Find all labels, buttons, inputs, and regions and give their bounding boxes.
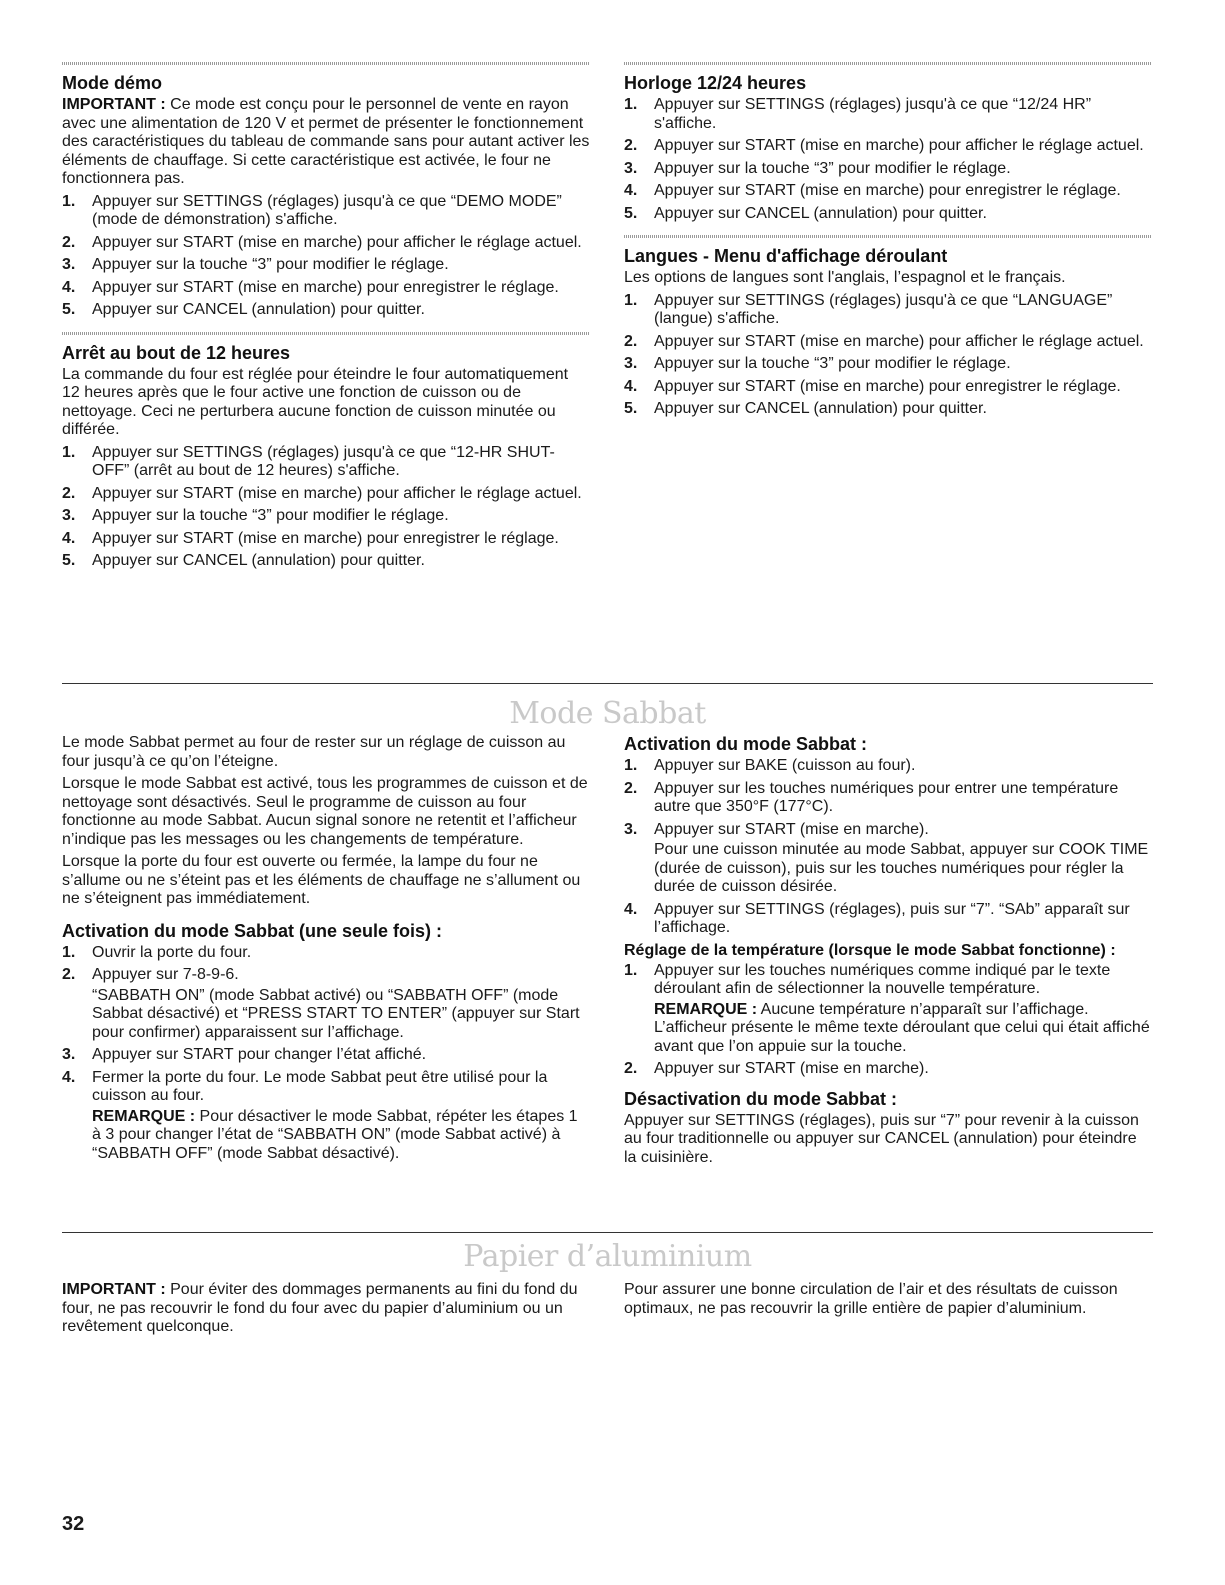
shutoff-steps-list <box>62 444 590 571</box>
note-label: REMARQUE : <box>654 1000 758 1018</box>
list-item <box>624 182 1152 201</box>
step-text: Fermer la porte du four. Le mode Sabbat peut être utilisé pour la cuisson au four. <box>92 1068 548 1104</box>
hatched-divider <box>62 332 590 335</box>
sabbath-section-title: Mode Sabbat <box>509 696 706 731</box>
sabbath-activation-heading: Activation du mode Sabbat : <box>624 734 868 754</box>
important-label: IMPORTANT : <box>62 1281 166 1298</box>
list-item <box>624 292 1152 329</box>
step-text: Appuyer sur START (mise en marche) pour enregistrer le réglage. <box>92 529 559 547</box>
sabbath-left-column <box>62 734 590 1167</box>
step-number: 3. <box>624 355 638 372</box>
demo-mode-heading: Mode démo <box>62 73 163 93</box>
step-number: 2. <box>624 779 638 797</box>
step-text: Appuyer sur START (mise en marche) pour enregistrer le réglage. <box>654 182 1121 199</box>
list-item <box>624 962 1152 1057</box>
list-item <box>624 160 1152 179</box>
foil-left-column <box>62 1281 590 1341</box>
step-number: 4. <box>62 1068 76 1086</box>
step-text: Appuyer sur START (mise en marche) pour afficher le réglage actuel. <box>654 332 1144 350</box>
step-text: Appuyer sur START (mise en marche) pour enregistrer le réglage. <box>92 278 559 296</box>
step-number: 2. <box>624 332 638 350</box>
list-item <box>62 1069 590 1164</box>
step-number: 3. <box>62 1046 76 1063</box>
foil-important-paragraph <box>62 1281 590 1337</box>
sabbath-right-column <box>624 734 1152 1171</box>
top-left-column <box>62 62 590 575</box>
sabbath-once-steps <box>62 944 590 1164</box>
list-item <box>62 552 590 571</box>
clock-heading: Horloge 12/24 heures <box>624 73 807 93</box>
step-text: Appuyer sur BAKE (cuisson au four). <box>654 757 916 774</box>
sabbath-paragraph-1: Le mode Sabbat permet au four de rester sur un réglage de cuisson au four jusqu’à ce qu’on l’éteigne. <box>62 734 566 770</box>
step-text: Appuyer sur 7-8-9-6. <box>92 966 239 983</box>
list-item <box>62 279 590 298</box>
foil-right-paragraph: Pour assurer une bonne circulation de l’air et des résultats de cuisson optimaux, ne pas recouvrir la grille entière de papier d’aluminium. <box>624 1281 1118 1317</box>
step-number: 1. <box>62 192 76 210</box>
step-number: 1. <box>624 961 638 979</box>
step-text: Appuyer sur SETTINGS (réglages), puis sur “7”. “SAb” apparaît sur l’affichage. <box>654 900 1130 936</box>
step-text: Appuyer sur START pour changer l’état affiché. <box>92 1046 427 1063</box>
shutoff-intro: La commande du four est réglée pour éteindre le four automatiquement 12 heures après que le four active une fonction de cuisson ou de nettoyage. Ceci ne perturbera aucune fonction de cuisson minutée ou différée. <box>62 365 569 438</box>
step-text: Appuyer sur START (mise en marche). <box>654 820 929 838</box>
list-item <box>624 780 1152 817</box>
sabbath-paragraph-2: Lorsque le mode Sabbat est activé, tous les programmes de cuisson et de nettoyage sont désactivés. Seul le programme de cuisson au four fonctionne au mode Sabbat. Aucun signal sonore ne retentit et l’afficheur n’indique pas les messages ou les changements de température. <box>62 775 588 848</box>
step-number: 1. <box>62 443 76 461</box>
step-text: Appuyer sur la touche “3” pour modifier le réglage. <box>92 256 449 273</box>
list-item <box>624 378 1152 397</box>
important-text: Ce mode est conçu pour le personnel de vente en rayon avec une alimentation de 120 V et permet de présenter le fonctionnement des caractéristiques du tableau de commande sans pour autant activer les éléments de chauffage. Si cette caractéristique est activée, le four ne fonctionnera pas. <box>62 96 590 187</box>
list-item <box>624 205 1152 224</box>
section-divider <box>62 1232 1153 1233</box>
demo-important-paragraph <box>62 96 590 189</box>
page-number: 32 <box>62 1513 85 1535</box>
step-detail: Pour une cuisson minutée au mode Sabbat, appuyer sur COOK TIME (durée de cuisson), puis sur les touches numériques pour régler la durée de cuisson désirée. <box>654 841 1149 895</box>
step-text: Appuyer sur SETTINGS (réglages) jusqu'à ce que “LANGUAGE” (langue) s'affiche. <box>654 291 1113 327</box>
sabbath-deactivation-text: Appuyer sur SETTINGS (réglages), puis sur “7” pour revenir à la cuisson au four traditionnelle ou appuyer sur CANCEL (annulation) pour éteindre la cuisinière. <box>624 1111 1139 1166</box>
step-number: 1. <box>624 96 638 113</box>
list-item <box>62 507 590 526</box>
hatched-divider <box>624 235 1152 238</box>
sabbath-temperature-steps <box>624 962 1152 1079</box>
step-text: Appuyer sur START (mise en marche) pour enregistrer le réglage. <box>654 377 1121 395</box>
list-item <box>62 966 590 1042</box>
note-label: REMARQUE : <box>92 1107 196 1125</box>
step-number: 1. <box>62 943 76 961</box>
hatched-divider <box>624 62 1152 65</box>
list-item <box>624 333 1152 352</box>
top-right-column <box>624 62 1152 423</box>
list-item <box>62 530 590 549</box>
list-item <box>62 301 590 320</box>
list-item <box>624 137 1152 156</box>
step-number: 5. <box>62 301 76 318</box>
list-item <box>624 1060 1152 1079</box>
list-item <box>62 444 590 481</box>
step-text: Appuyer sur CANCEL (annulation) pour quitter. <box>654 204 987 222</box>
step-number: 3. <box>62 256 76 273</box>
step-text: Ouvrir la porte du four. <box>92 943 252 961</box>
step-text: Appuyer sur START (mise en marche) pour afficher le réglage actuel. <box>92 233 582 251</box>
step-text: Appuyer sur CANCEL (annulation) pour quitter. <box>92 552 425 569</box>
foil-section-title: Papier d’aluminium <box>463 1239 752 1274</box>
step-number: 4. <box>624 377 638 395</box>
step-text: Appuyer sur START (mise en marche). <box>654 1060 929 1077</box>
step-number: 2. <box>624 137 638 154</box>
list-item <box>624 901 1152 938</box>
step-number: 2. <box>62 233 76 251</box>
step-text: Appuyer sur START (mise en marche) pour afficher le réglage actuel. <box>92 484 582 502</box>
section-divider <box>62 683 1153 684</box>
languages-heading: Langues - Menu d'affichage déroulant <box>624 246 948 266</box>
step-number: 4. <box>624 182 638 199</box>
languages-steps-list <box>624 292 1152 419</box>
step-number: 5. <box>624 204 638 222</box>
important-label: IMPORTANT : <box>62 96 166 113</box>
list-item <box>624 821 1152 897</box>
step-text: Appuyer sur les touches numériques pour entrer une température autre que 350°F (177°C). <box>654 779 1119 815</box>
sabbath-activation-steps <box>624 757 1152 938</box>
list-item <box>62 256 590 275</box>
step-text: Appuyer sur SETTINGS (réglages) jusqu'à ce que “12/24 HR” s'affiche. <box>654 96 1092 132</box>
list-item <box>624 400 1152 419</box>
hatched-divider <box>62 62 590 65</box>
list-item <box>62 1046 590 1065</box>
demo-steps-list <box>62 193 590 320</box>
list-item <box>624 355 1152 374</box>
step-text: Appuyer sur CANCEL (annulation) pour quitter. <box>654 400 987 417</box>
step-number: 1. <box>624 757 638 774</box>
foil-right-column <box>624 1281 1152 1322</box>
shutoff-heading: Arrêt au bout de 12 heures <box>62 342 291 363</box>
list-item <box>62 193 590 230</box>
languages-intro: Les options de langues sont l'anglais, l’espagnol et le français. <box>624 269 1066 286</box>
important-text: Pour éviter des dommages permanents au fini du fond du four, ne pas recouvrir le fond du four avec du papier d’aluminium ou un revêtement quelconque. <box>62 1281 578 1335</box>
step-text: Appuyer sur CANCEL (annulation) pour quitter. <box>92 301 425 318</box>
list-item <box>624 96 1152 133</box>
step-text: Appuyer sur START (mise en marche) pour afficher le réglage actuel. <box>654 137 1144 154</box>
step-text: Appuyer sur SETTINGS (réglages) jusqu'à ce que “12-HR SHUT-OFF” (arrêt au bout de 12 heures) s'affiche. <box>92 443 555 479</box>
note-text: Pour désactiver le mode Sabbat, répéter les étapes 1 à 3 pour changer l’état de “SABBATH ON” (mode Sabbat activé) à “SABBATH OFF” (mode Sabbat désactivé). <box>92 1107 578 1162</box>
list-item <box>624 757 1152 776</box>
step-number: 1. <box>624 291 638 309</box>
step-number: 3. <box>62 507 76 524</box>
step-number: 4. <box>624 900 638 918</box>
sabbath-paragraph-3: Lorsque la porte du four est ouverte ou fermée, la lampe du four ne s’allume ou ne s’éteint pas et les éléments de chauffage ne s’allument ou ne s’éteignent pas immédiatement. <box>62 853 581 907</box>
step-number: 2. <box>624 1060 638 1077</box>
step-number: 4. <box>62 278 76 296</box>
step-text: Appuyer sur SETTINGS (réglages) jusqu'à ce que “DEMO MODE” (mode de démonstration) s'affiche. <box>92 192 562 228</box>
step-text: Appuyer sur les touches numériques comme indiqué par le texte déroulant afin de sélectionner la nouvelle température. <box>654 961 1111 997</box>
list-item <box>62 944 590 963</box>
step-number: 5. <box>624 400 638 417</box>
step-number: 5. <box>62 552 76 569</box>
step-text: Appuyer sur la touche “3” pour modifier le réglage. <box>654 159 1011 177</box>
list-item <box>62 234 590 253</box>
step-number: 3. <box>624 159 638 177</box>
step-number: 2. <box>62 966 76 983</box>
step-number: 2. <box>62 484 76 502</box>
step-detail: “SABBATH ON” (mode Sabbat activé) ou “SABBATH OFF” (mode Sabbat désactivé) et “PRESS START TO ENTER” (appuyer sur Start pour confirmer) apparaissent sur l’affichage. <box>92 986 580 1041</box>
list-item <box>62 485 590 504</box>
clock-steps-list <box>624 96 1152 223</box>
step-text: Appuyer sur la touche “3” pour modifier le réglage. <box>654 355 1011 372</box>
note-text: Aucune température n’apparaît sur l’affichage. L’afficheur présente le même texte déroulant que celui qui était affiché avant que l’on appuie sur la touche. <box>654 1000 1150 1055</box>
sabbath-once-heading: Activation du mode Sabbat (une seule fois) : <box>62 920 443 941</box>
sabbath-deactivation-heading: Désactivation du mode Sabbat : <box>624 1088 898 1109</box>
sabbath-temperature-heading: Réglage de la température (lorsque le mode Sabbat fonctionne) : <box>624 941 1116 959</box>
step-number: 4. <box>62 529 76 547</box>
step-text: Appuyer sur la touche “3” pour modifier le réglage. <box>92 507 449 524</box>
step-note <box>654 1001 1152 1057</box>
step-note <box>92 1108 590 1164</box>
step-number: 3. <box>624 820 638 838</box>
